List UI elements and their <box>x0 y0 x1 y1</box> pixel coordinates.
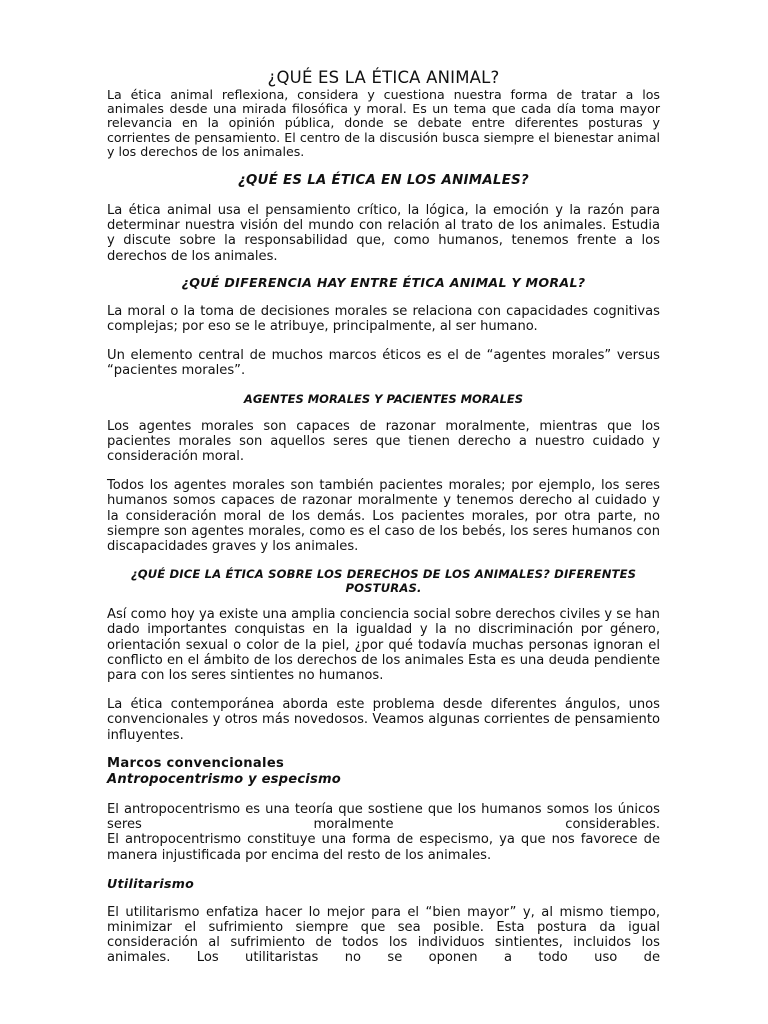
section-paragraph: Todos los agentes morales son también pacientes morales; por ejemplo, los seres humanos somos capaces de razonar moralmente y tenemos derecho al cuidado y la consideración moral de los demás. Los pacientes morales, por otra parte, no siempre son agentes morales, como es el caso de los bebés, los seres humanos con discapacidades graves y los animales. <box>107 478 660 555</box>
section-paragraph: Así como hoy ya existe una amplia conciencia social sobre derechos civiles y se han dado importantes conquistas en la igualdad y la no discriminación por género, orientación sexual o color de la piel, ¿por qué todavía muchas personas ignoran el conflicto en el ámbito de los derechos de los animales Esta es una deuda pendiente para con los seres sintientes no humanos. <box>107 607 660 684</box>
section-paragraph: Los agentes morales son capaces de razonar moralmente, mientras que los pacientes morales son aquellos seres que tienen derecho a nuestro cuidado y consideración moral. <box>107 418 660 465</box>
section-paragraph: El antropocentrismo constituye una forma de especismo, ya que nos favorece de manera injustificada por encima del resto de los animales. <box>107 832 660 863</box>
section-paragraph: La ética contemporánea aborda este problema desde diferentes ángulos, unos convencionales y otros más novedosos. Veamos algunas corrientes de pensamiento influyentes. <box>107 697 660 743</box>
section-heading-marcos-convencionales: Marcos convencionales <box>107 755 285 771</box>
paragraph-line: El antropocentrismo es una teoría que sostiene que los humanos somos los únicos seres moralmente considerables. <box>107 801 660 833</box>
section-paragraph: La moral o la toma de decisiones morales se relaciona con capacidades cognitivas complejas; por eso se le atribuye, principalmente, al ser humano. <box>107 303 660 335</box>
section-heading-agentes-pacientes: AGENTES MORALES Y PACIENTES MORALES <box>243 391 524 406</box>
section-paragraph: Un elemento central de muchos marcos éticos es el de “agentes morales” versus “pacientes morales”. <box>107 348 660 379</box>
section-paragraph: La ética animal usa el pensamiento crítico, la lógica, la emoción y la razón para determinar nuestra visión del mundo con relación al trato de los animales. Estudia y discute sobre la responsabilidad que, como humanos, tenemos frente a los derechos de los animales. <box>107 203 660 264</box>
section-heading-utilitarismo: Utilitarismo <box>107 875 195 891</box>
page-title: ¿QUÉ ES LA ÉTICA ANIMAL? <box>267 68 500 87</box>
section-heading-derechos-animales: ¿QUÉ DICE LA ÉTICA SOBRE LOS DERECHOS DE LOS ANIMALES? DIFERENTES POSTURAS. <box>130 567 637 596</box>
section-paragraph: El utilitarismo enfatiza hacer lo mejor para el “bien mayor” y, al mismo tiempo, minimizar el sufrimiento siempre que sea posible. Esta postura da igual consideración al sufrimiento de todos los individuos sintientes, incluidos los animales. Los utilitaristas no se oponen a todo uso de <box>107 904 660 966</box>
section-paragraph <box>107 802 660 832</box>
section-heading-etica-en-animales: ¿QUÉ ES LA ÉTICA EN LOS ANIMALES? <box>238 173 529 189</box>
document-page <box>107 68 660 966</box>
subheading-antropocentrismo: Antropocentrismo y especismo <box>107 771 341 787</box>
intro-paragraph: La ética animal reflexiona, considera y cuestiona nuestra forma de tratar a los animales desde una mirada filosófica y moral. Es un tema que cada día toma mayor relevancia en la opinión pública, donde se debate entre diferentes posturas y corrientes de pensamiento. El centro de la discusión busca siempre el bienestar animal y los derechos de los animales. <box>107 87 660 159</box>
section-heading-diferencia-etica-moral: ¿QUÉ DIFERENCIA HAY ENTRE ÉTICA ANIMAL Y MORAL? <box>181 274 586 290</box>
